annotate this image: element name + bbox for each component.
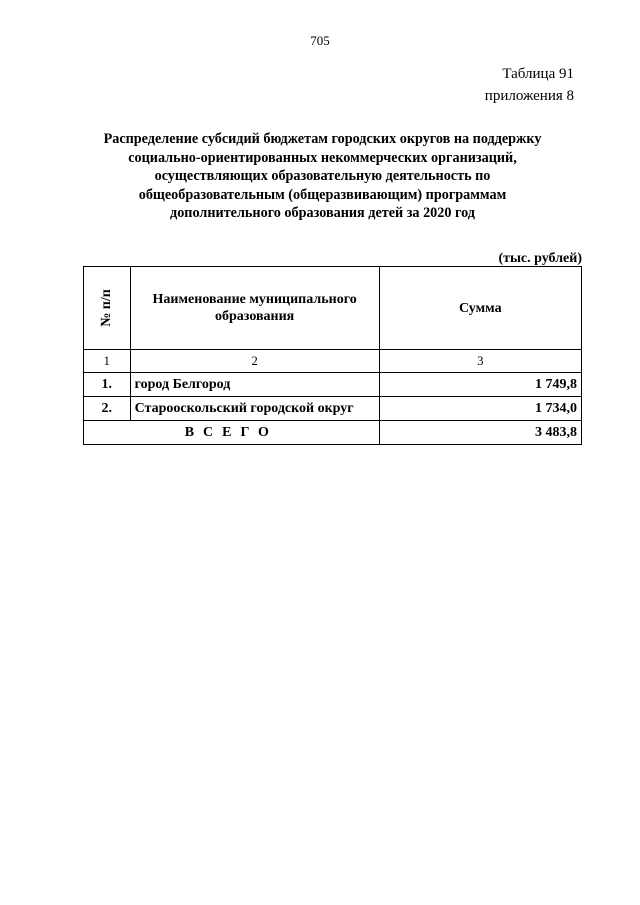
- row-number: 1.: [84, 373, 131, 397]
- header-name-cell: Наименование муниципального образования: [130, 267, 379, 350]
- header-number: № п/п: [98, 289, 114, 327]
- row-municipality: Старооскольский городской округ: [130, 397, 379, 421]
- row-sum: 1 749,8: [379, 373, 581, 397]
- table-ref-line-2: приложения 8: [484, 88, 574, 104]
- table-header-row: [84, 267, 582, 350]
- row-sum: 1 734,0: [379, 397, 581, 421]
- total-row: [84, 421, 582, 445]
- table-row: [84, 397, 582, 421]
- column-index-3: 3: [379, 350, 581, 373]
- table-row: [84, 373, 582, 397]
- title-line: общеобразовательным (общеразвивающим) программам: [138, 186, 507, 203]
- total-sum: 3 483,8: [379, 421, 581, 445]
- title-line: дополнительного образования детей за 2020 год: [170, 205, 475, 222]
- page-number: 705: [310, 33, 330, 48]
- header-sum-cell: Сумма: [379, 267, 581, 350]
- subsidies-table: [83, 266, 582, 445]
- table-ref-line-1: Таблица 91: [502, 66, 574, 82]
- header-number-cell: [84, 267, 131, 350]
- units-label: (тыс. рублей): [498, 251, 582, 266]
- column-index-row: [84, 350, 582, 373]
- document-title: [60, 130, 585, 223]
- title-line: социально-ориентированных некоммерческих организаций,: [128, 149, 517, 166]
- column-index-2: 2: [130, 350, 379, 373]
- title-line: Распределение субсидий бюджетам городских округов на поддержку: [103, 131, 542, 147]
- title-line: осуществляющих образовательную деятельность по: [154, 168, 491, 185]
- total-label: ВСЕГО: [84, 421, 380, 445]
- row-number: 2.: [84, 397, 131, 421]
- row-municipality: город Белгород: [130, 373, 379, 397]
- column-index-1: 1: [84, 350, 131, 373]
- table-reference: [485, 63, 574, 107]
